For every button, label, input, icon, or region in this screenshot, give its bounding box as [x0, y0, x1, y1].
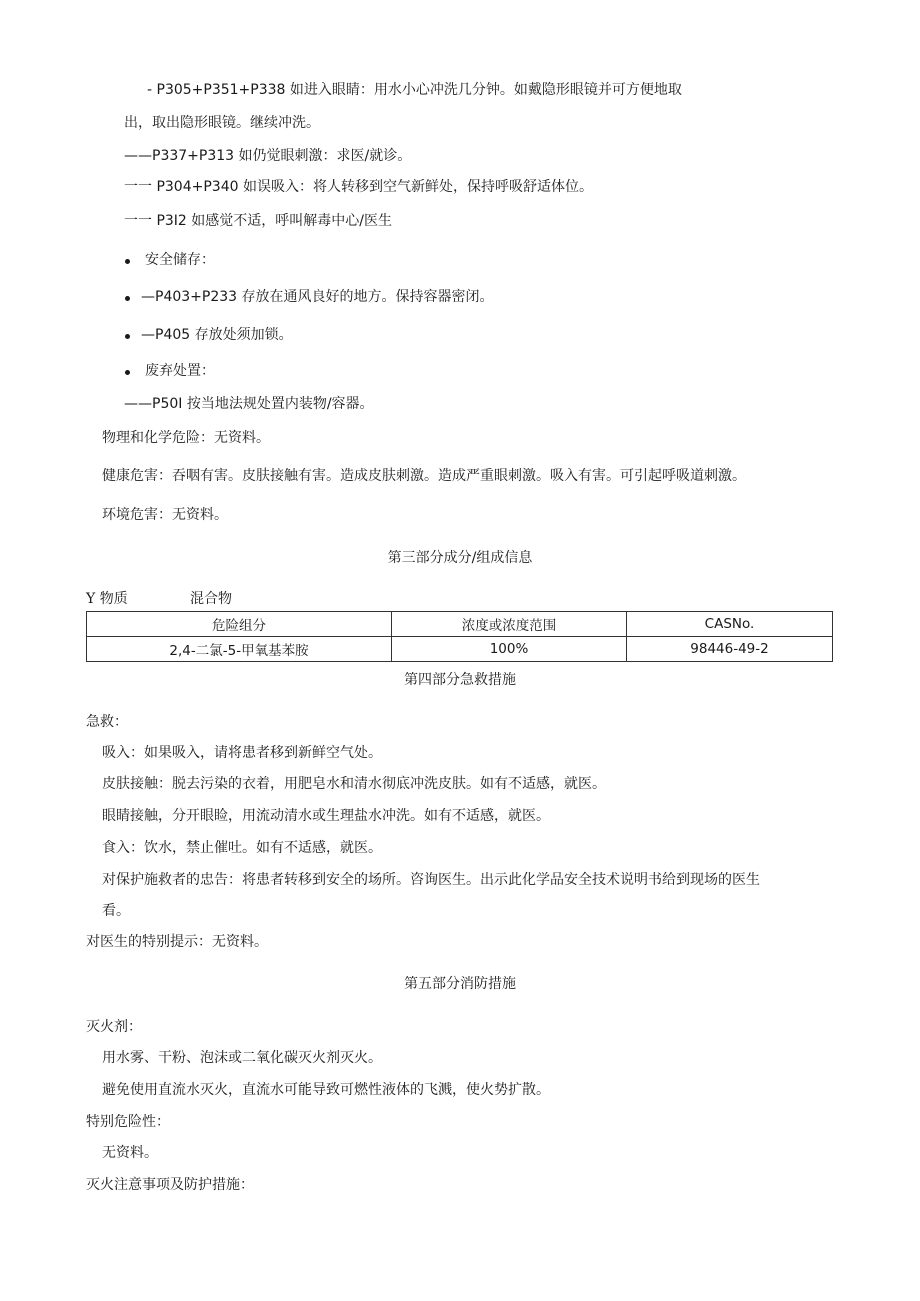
physical-hazard: 物理和化学危险：无资料。	[102, 430, 270, 446]
header-component: 危险组分	[87, 612, 392, 637]
precaution-p304: 一一 P304+P340 如误吸入：将人转移到空气新鲜处，保持呼吸舒适体位。	[124, 179, 593, 195]
precaution-p405: —P405 存放处须加锁。	[141, 327, 293, 343]
precaution-p305: - P305+P351+P338 如进入眼睛：用水小心冲洗几分钟。如戴隐形眼镜并可方便地取	[147, 82, 682, 98]
special-hazard-value: 无资料。	[102, 1145, 158, 1161]
skin-contact: 皮肤接触：脱去污染的衣着，用肥皂水和清水彻底冲洗皮肤。如有不适感，就医。	[102, 776, 606, 792]
table-header-row	[87, 612, 833, 637]
precaution-p305-continued: 出，取出隐形眼镜。继续冲洗。	[124, 115, 320, 131]
composition-table	[86, 611, 833, 662]
bullet-icon	[125, 334, 130, 339]
header-concentration: 浓度或浓度范围	[392, 612, 627, 637]
doctor-note: 对医生的特别提示：无资料。	[86, 934, 268, 950]
storage-heading: 安全储存：	[145, 252, 215, 268]
extinguishing-agent-heading: 灭火剂：	[86, 1019, 142, 1035]
extinguishing-agent-1: 用水雾、干粉、泡沫或二氧化碳灭火剂灭火。	[102, 1050, 382, 1066]
precaution-p312: 一一 P3I2 如感觉不适，呼叫解毒中心/医生	[124, 213, 393, 229]
extinguishing-agent-2: 避免使用直流水灭火，直流水可能导致可燃性液体的飞溅，使火势扩散。	[102, 1082, 550, 1098]
first-aid-heading: 急救：	[86, 714, 128, 730]
firefighting-precautions-heading: 灭火注意事项及防护措施：	[86, 1177, 254, 1193]
section5-title: 第五部分消防措施	[404, 976, 516, 992]
precaution-p337: ——P337+P313 如仍觉眼刺激：求医/就诊。	[124, 148, 412, 164]
environmental-hazard: 环境危害：无资料。	[102, 507, 228, 523]
eye-contact: 眼睛接触，分开眼睑，用流动清水或生理盐水冲洗。如有不适感，就医。	[102, 808, 550, 824]
bullet-icon	[125, 370, 130, 375]
inhalation-aid: 吸入：如果吸入，请将患者移到新鲜空气处。	[102, 745, 382, 761]
cell-concentration: 100%	[392, 637, 627, 662]
special-hazard-heading: 特别危险性：	[86, 1114, 170, 1130]
bullet-icon	[125, 259, 130, 264]
health-hazard: 健康危害：吞咽有害。皮肤接触有害。造成皮肤刺激。造成严重眼刺激。吸入有害。可引起呼吸道刺激。	[102, 468, 746, 484]
section3-title: 第三部分成分/组成信息	[387, 550, 533, 566]
precaution-p501: ——P50I 按当地法规处置内装物/容器。	[124, 396, 374, 412]
header-cas: CASNo.	[627, 612, 833, 637]
mixture-label: 混合物	[190, 591, 232, 607]
section4-title: 第四部分急救措施	[404, 672, 516, 688]
rescuer-advice: 对保护施救者的忠告：将患者转移到安全的场所。咨询医生。出示此化学品安全技术说明书给到现场的医生	[102, 872, 760, 888]
ingestion-aid: 食入：饮水，禁止催吐。如有不适感，就医。	[102, 840, 382, 856]
rescuer-advice-continued: 看。	[102, 903, 130, 919]
substance-label: Y 物质	[86, 591, 128, 607]
cell-component: 2,4-二氯-5-甲氧基苯胺	[87, 637, 392, 662]
disposal-heading: 废弃处置：	[145, 363, 215, 379]
bullet-icon	[125, 296, 130, 301]
cell-cas: 98446-49-2	[627, 637, 833, 662]
precaution-p403: —P403+P233 存放在通风良好的地方。保持容器密闭。	[141, 289, 494, 305]
table-row	[87, 637, 833, 662]
